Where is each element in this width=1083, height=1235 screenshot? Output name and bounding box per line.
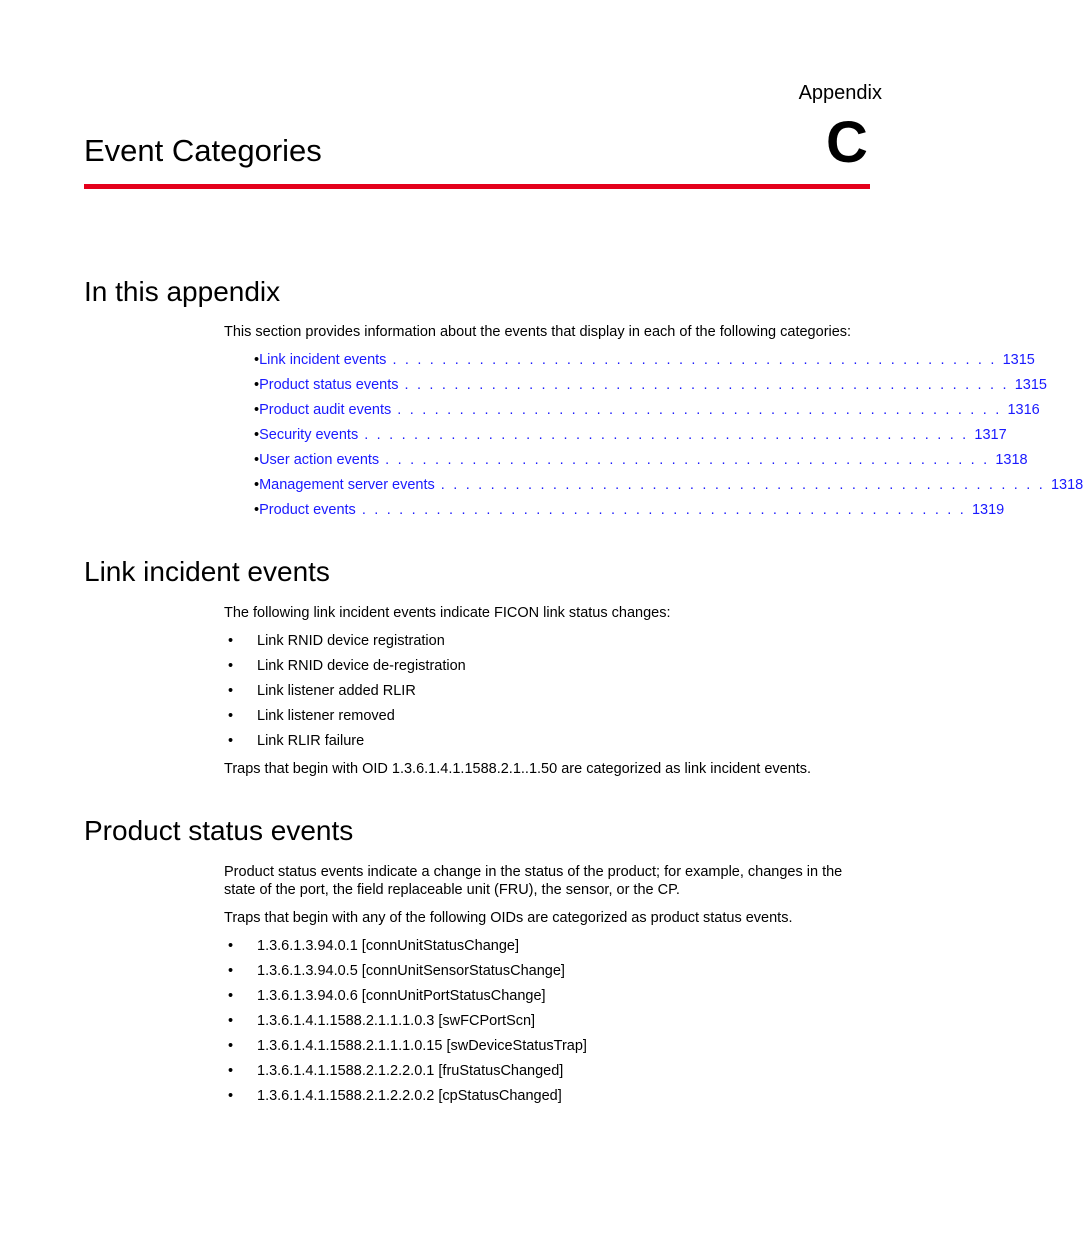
title-rule bbox=[84, 184, 870, 189]
bullet: • bbox=[254, 502, 260, 518]
toc-link[interactable]: Link incident events bbox=[259, 352, 387, 368]
list-item bbox=[224, 655, 864, 680]
toc-page[interactable]: 1319 bbox=[971, 502, 1005, 518]
bullet: • bbox=[228, 1063, 234, 1079]
bullet: • bbox=[228, 1038, 234, 1054]
toc-item[interactable] bbox=[254, 449, 1028, 474]
bullet: • bbox=[228, 633, 234, 649]
toc-list bbox=[254, 349, 1083, 524]
bullet: • bbox=[228, 938, 234, 954]
toc-page[interactable]: 1316 bbox=[1007, 402, 1040, 418]
list-item bbox=[224, 680, 864, 705]
intro-paragraph: This section provides information about the events that display in each of the following categories: bbox=[224, 324, 852, 340]
list-item bbox=[224, 730, 864, 755]
bullet: • bbox=[254, 477, 260, 493]
list-item-text: 1.3.6.1.3.94.0.5 [connUnitSensorStatusChange] bbox=[257, 963, 565, 979]
list-item bbox=[224, 705, 864, 730]
bullet: • bbox=[228, 708, 234, 724]
bullet: • bbox=[228, 963, 234, 979]
toc-leader: . . . . . . . . . . . . . . . . . . . . . . . . . . . . . . . . . . . . . . . . . . . . . . . . . bbox=[404, 377, 1009, 393]
section-heading-link-incident: Link incident events bbox=[84, 556, 330, 587]
toc-leader: . . . . . . . . . . . . . . . . . . . . . . . . . . . . . . . . . . . . . . . . . . . . . . . . . bbox=[440, 477, 1045, 493]
toc-leader: . . . . . . . . . . . . . . . . . . . . . . . . . . . . . . . . . . . . . . . . . . . . . . . . . bbox=[364, 427, 969, 443]
toc-leader: . . . . . . . . . . . . . . . . . . . . . . . . . . . . . . . . . . . . . . . . . . . . . . . . . bbox=[385, 452, 990, 468]
toc-link[interactable]: Product events bbox=[259, 502, 356, 518]
toc-link[interactable]: Management server events bbox=[259, 477, 435, 493]
toc-page[interactable]: 1318 bbox=[995, 452, 1028, 468]
link-incident-paragraph: The following link incident events indicate FICON link status changes: bbox=[224, 605, 671, 621]
list-item-text: 1.3.6.1.4.1.1588.2.1.1.1.0.3 [swFCPortScn] bbox=[257, 1013, 536, 1029]
toc-link[interactable]: Security events bbox=[259, 427, 359, 443]
toc-item[interactable] bbox=[254, 424, 1007, 449]
list-item-text: Link RLIR failure bbox=[257, 733, 365, 749]
toc-page[interactable]: 1315 bbox=[1014, 377, 1047, 393]
list-item-text: 1.3.6.1.4.1.1588.2.1.2.2.0.1 [fruStatusChanged] bbox=[257, 1063, 564, 1079]
list-item-text: 1.3.6.1.3.94.0.1 [connUnitStatusChange] bbox=[257, 938, 519, 954]
list-item bbox=[224, 935, 864, 960]
list-item-text: 1.3.6.1.4.1.1588.2.1.1.1.0.15 [swDeviceStatusTrap] bbox=[257, 1038, 587, 1054]
link-incident-traps: Traps that begin with OID 1.3.6.1.4.1.1588.2.1..1.50 are categorized as link incident events. bbox=[224, 761, 812, 777]
list-item bbox=[224, 1060, 864, 1085]
toc-leader: . . . . . . . . . . . . . . . . . . . . . . . . . . . . . . . . . . . . . . . . . . . . . . . . . bbox=[397, 402, 1002, 418]
bullet: • bbox=[228, 1088, 234, 1104]
toc-page[interactable]: 1317 bbox=[974, 427, 1007, 443]
appendix-label: Appendix bbox=[798, 82, 882, 104]
product-status-traps: Traps that begin with any of the following OIDs are categorized as product status events. bbox=[224, 910, 793, 926]
toc-item[interactable] bbox=[254, 349, 1035, 374]
bullet: • bbox=[228, 988, 234, 1004]
list-item-text: Link RNID device de-registration bbox=[257, 658, 466, 674]
bullet: • bbox=[254, 452, 260, 468]
section-heading-in-this-appendix: In this appendix bbox=[84, 276, 281, 307]
toc-link[interactable]: Product audit events bbox=[259, 402, 392, 418]
toc-page[interactable]: 1318 bbox=[1050, 477, 1083, 493]
bullet: • bbox=[254, 402, 260, 418]
list-item-text: 1.3.6.1.3.94.0.6 [connUnitPortStatusChange] bbox=[257, 988, 546, 1004]
toc-item[interactable] bbox=[254, 399, 1040, 424]
bullet: • bbox=[254, 427, 260, 443]
product-status-paragraph: Product status events indicate a change in the status of the product; for example, changes in the state of the port, the field replaceable unit (FRU), the sensor, or the CP. bbox=[224, 864, 843, 898]
toc-link[interactable]: User action events bbox=[259, 452, 380, 468]
bullet: • bbox=[228, 733, 234, 749]
toc-leader: . . . . . . . . . . . . . . . . . . . . . . . . . . . . . . . . . . . . . . . . . . . . . . . . . bbox=[392, 352, 997, 368]
list-item-text: Link listener added RLIR bbox=[257, 683, 416, 699]
bullet: • bbox=[228, 1013, 234, 1029]
toc-item[interactable] bbox=[254, 374, 1047, 399]
link-incident-list bbox=[224, 630, 864, 755]
list-item-text: 1.3.6.1.4.1.1588.2.1.2.2.0.2 [cpStatusChanged] bbox=[257, 1088, 562, 1104]
bullet: • bbox=[228, 658, 234, 674]
list-item bbox=[224, 1035, 864, 1060]
toc-link[interactable]: Product status events bbox=[259, 377, 399, 393]
list-item bbox=[224, 960, 864, 985]
list-item bbox=[224, 1085, 864, 1110]
toc-item[interactable] bbox=[254, 499, 1005, 524]
bullet: • bbox=[254, 352, 260, 368]
toc-page[interactable]: 1315 bbox=[1002, 352, 1035, 368]
list-item bbox=[224, 985, 864, 1010]
list-item-text: Link RNID device registration bbox=[257, 633, 445, 649]
bullet: • bbox=[254, 377, 260, 393]
list-item-text: Link listener removed bbox=[257, 708, 395, 724]
product-status-list bbox=[224, 935, 864, 1110]
toc-leader: . . . . . . . . . . . . . . . . . . . . . . . . . . . . . . . . . . . . . . . . . . . . . . . . . bbox=[361, 502, 966, 518]
list-item bbox=[224, 630, 864, 655]
list-item bbox=[224, 1010, 864, 1035]
toc-item[interactable] bbox=[254, 474, 1083, 499]
section-heading-product-status: Product status events bbox=[84, 815, 354, 846]
appendix-letter: C bbox=[826, 110, 868, 175]
bullet: • bbox=[228, 683, 234, 699]
chapter-title: Event Categories bbox=[84, 133, 322, 168]
